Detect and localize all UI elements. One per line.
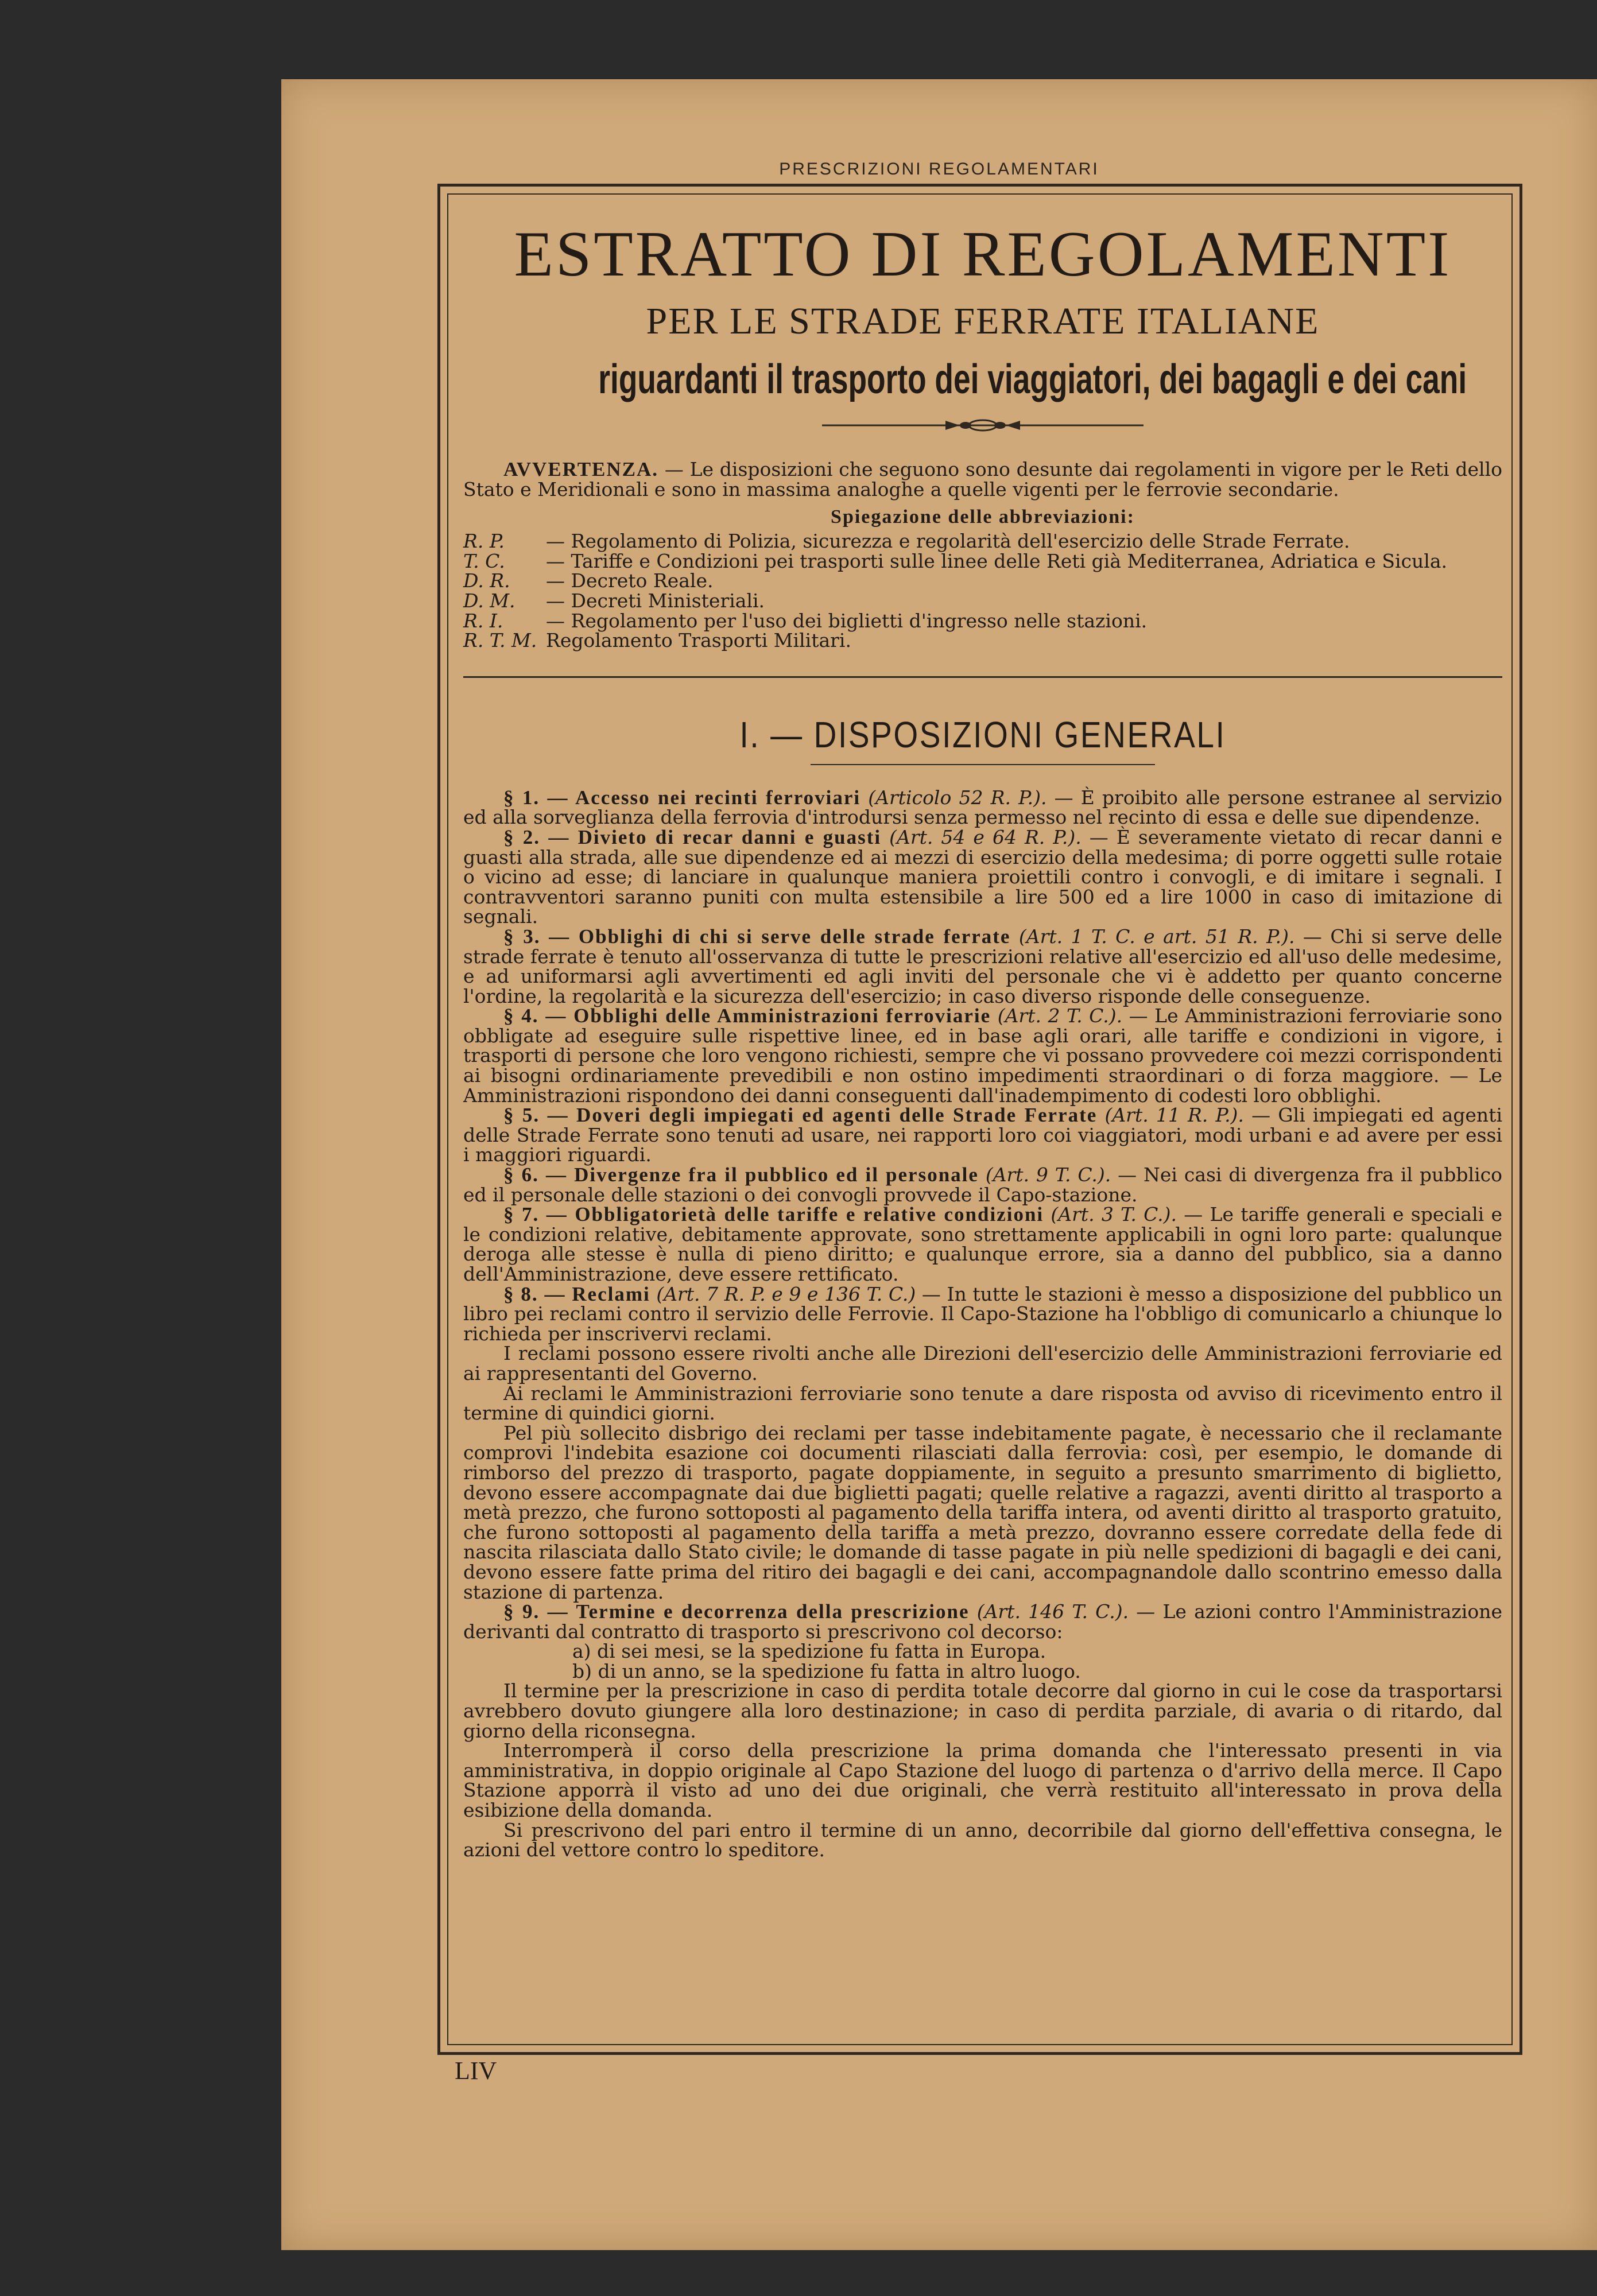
abbreviation-item — [463, 549, 1502, 572]
page-number: LIV — [455, 2057, 497, 2085]
abbreviation-item — [463, 571, 1502, 591]
sublist-item: b) di un anno, se la spedizione fu fatta in altro luogo. — [572, 1659, 1081, 1682]
article-lead: § 5. — Doveri degli impiegati ed agenti delle Strade Ferrate — [503, 1104, 1098, 1127]
document-title: ESTRATTO DI REGOLAMENTI — [514, 219, 1452, 290]
abbreviation-code: R. T. M. — [463, 629, 537, 652]
section-title-rule — [811, 764, 1155, 765]
abbreviation-text: — Regolamento per l'uso dei biglietti d'ingresso nelle stazioni. — [546, 609, 1148, 632]
article-text: I reclami possono essere rivolti anche alle Direzioni dell'esercizio delle Amministrazioni ferroviarie ed ai rappresentanti del Governo. — [463, 1342, 1502, 1384]
section-divider — [463, 676, 1502, 678]
article-lead: § 3. — Obblighi di chi si serve delle strade ferrate — [503, 925, 1011, 948]
closing-paragraphs — [463, 1681, 1502, 1860]
closing-paragraph: Il termine per la prescrizione in caso di perdita totale decorre dal giorno in cui le cose da trasportarsi avrebbero dovuto giungere alla loro destinazione; in caso di perdita parziale, di avaria o di ritardo, dal giorno della riconsegna. — [463, 1680, 1502, 1742]
article-text: — Le tariffe generali e speciali e le condizioni relative, debitamente approvate, sono strettamente applicabili in ogni loro parte: qualunque deroga alle stesse è nulla di pieno diritto; e qualunque errore, sia a danno del pubblico, sia a danno dell'Amministrazione, deve essere rettificato. — [463, 1203, 1503, 1285]
article-text: — È severamente vietato di recar danni e guasti alla strada, alle sue dipendenze ed ai mezzi di esercizio della medesima; di porre oggetti sulle rotaie o vicino ad esse; di lanciare in qualunque maniera proiettili contro i convogli, e di imitare i segnali. I contravventori saranno puniti con multa estensibile a lire 500 ed a lire 1000 in caso di imitazione di segnali. — [463, 825, 1502, 928]
article-text: — Le Amministrazioni ferroviarie sono obbligate ad eseguire sulle rispettive linee, ed in base agli orari, alle tariffe e condizioni in vigore, i trasporti di persone che loro vengono richiesti, sempre che vi possano provvedere coi mezzi corrispondenti ai bisogni ordinariamente prevedibili e non ostino impedimenti straordinari o di forza maggiore. — Le Amministrazioni rispondono dei danni conseguenti dall'inadempimento di codesti loro obblighi. — [463, 1004, 1503, 1107]
article-reference: (Art. 7 R. P. e 9 e 136 T. C.) — [650, 1282, 916, 1305]
article-paragraph — [463, 1384, 1502, 1424]
abbreviations-title: Spiegazione delle abbreviazioni: — [831, 506, 1135, 528]
abbreviation-text: — Regolamento di Polizia, sicurezza e regolarità dell'esercizio delle Strade Ferrate. — [546, 530, 1350, 553]
article-paragraph — [463, 1602, 1502, 1642]
article-paragraph — [463, 1282, 1502, 1345]
abbreviation-item — [463, 611, 1502, 631]
article-reference: (Articolo 52 R. P.). — [860, 786, 1047, 809]
article-paragraph — [463, 1205, 1502, 1284]
article-text: — Gli impiegati ed agenti delle Strade Ferrate sono tenuti ad usare, nei rapporti loro coi viaggiatori, modi urbani e ad avere per essi i maggiori riguardi. — [463, 1104, 1503, 1166]
abbreviation-text: — Tariffe e Condizioni pei trasporti sulle linee delle Reti già Mediterranea, Adriatica e Sicula. — [546, 549, 1448, 572]
section-title: I. — DISPOSIZIONI GENERALI — [739, 713, 1226, 755]
abbreviation-item — [463, 532, 1502, 552]
page-sheet — [281, 79, 1597, 2250]
closing-paragraph: Si prescrivono del pari entro il termine di un anno, decorribile dal giorno dell'effettiva consegna, le azioni del vettore contro lo speditore. — [463, 1818, 1502, 1861]
article-text: Ai reclami le Amministrazioni ferroviarie sono tenute a dare risposta od avviso di ricevimento entro il termine di quindici giorni. — [463, 1382, 1502, 1425]
article-reference: (Art. 9 T. C.). — [978, 1163, 1111, 1186]
article-text: — È proibito alle persone estranee al servizio ed alla sorveglianza della ferrovia d'introdursi senza permesso nel recinto di essa e delle sue dipendenze. — [463, 786, 1502, 829]
article-paragraph — [463, 1106, 1502, 1165]
article-reference: (Art. 11 R. P.). — [1097, 1104, 1244, 1127]
document-subtitle: PER LE STRADE FERRATE ITALIANE — [646, 300, 1320, 342]
article-paragraph — [463, 1344, 1502, 1383]
article-reference: (Art. 1 T. C. e art. 51 R. P.). — [1010, 925, 1295, 948]
abbreviation-text: — Decreti Ministeriali. — [546, 589, 765, 612]
article-text: — Le azioni contro l'Amministrazione derivanti dal contratto di trasporto si prescrivono col decorso: — [463, 1600, 1502, 1643]
running-head: PRESCRIZIONI REGOLAMENTARI — [779, 160, 1099, 179]
abbreviations-list — [463, 532, 1502, 651]
sublist-item: a) di sei mesi, se la spedizione fu fatta in Europa. — [572, 1640, 1046, 1663]
page-content — [463, 190, 1502, 1860]
article-lead: § 7. — Obbligatorietà delle tariffe e relative condizioni — [503, 1203, 1044, 1226]
abbreviation-code: D. R. — [463, 569, 510, 592]
article-paragraph — [463, 1006, 1502, 1106]
article-lead: § 9. — Termine e decorrenza della prescrizione — [503, 1600, 970, 1623]
article-paragraph — [463, 788, 1502, 828]
article-paragraph — [463, 1165, 1502, 1205]
article-paragraph — [463, 927, 1502, 1006]
abbreviation-code: D. M. — [463, 589, 515, 612]
article-text: — Nei casi di divergenza fra il pubblico ed il personale delle stazioni o dei convogli provvede il Capo-stazione. — [463, 1163, 1502, 1206]
article-paragraph — [463, 825, 1502, 928]
abbreviation-code: R. I. — [463, 609, 503, 632]
document-tagline: riguardanti il trasporto dei viaggiatori, dei bagagli e dei cani — [598, 356, 1467, 402]
article-paragraph — [463, 1421, 1502, 1603]
article-reference: (Art. 146 T. C.). — [969, 1600, 1129, 1623]
abbreviation-item — [463, 631, 1502, 651]
content-frame — [437, 184, 1522, 2055]
article-list — [463, 788, 1502, 1642]
article-lead: § 2. — Divieto di recar danni e guasti — [503, 825, 882, 848]
avvertenza-paragraph — [463, 460, 1502, 499]
article-reference: (Art. 2 T. C.). — [991, 1004, 1123, 1027]
article-lead: § 6. — Divergenze fra il pubblico ed il personale — [503, 1163, 979, 1186]
abbreviation-code: T. C. — [463, 549, 505, 572]
closing-paragraph: Interromperà il corso della prescrizione la prima domanda che l'interessato presenti in via amministrativa, in doppio originale al Capo Stazione del luogo di partenza o d'arrivo della merce. Il Capo Stazione apporrà il visto ad uno dei due originali, che verrà restituito all'interessato in prova della esibizione della domanda. — [463, 1739, 1502, 1822]
article-text: — Chi si serve delle strade ferrate è tenuto all'osservanza di tutte le prescrizioni relative all'esercizio ed all'uso delle medesime, e ad uniformarsi agli avvertimenti ed agli inviti del personale che vi è addetto per quanto concerne l'ordine, la regolarità e la sicurezza dell'esercizio; in caso diverso risponde delle conseguenze. — [463, 925, 1502, 1007]
article-reference: (Art. 3 T. C.). — [1044, 1203, 1177, 1226]
avvertenza-text: — Le disposizioni che seguono sono desunte dai regolamenti in vigore per le Reti dello Stato e Meridionali e sono in massima analoghe a quelle vigenti per le ferrovie secondarie. — [463, 458, 1502, 501]
abbreviation-code: R. P. — [463, 530, 505, 553]
article-reference: (Art. 54 e 64 R. P.). — [881, 825, 1082, 848]
article-lead: § 4. — Obblighi delle Amministrazioni ferroviarie — [503, 1004, 991, 1027]
article-text: Pel più sollecito disbrigo dei reclami per tasse indebitamente pagate, è necessario che il reclamante comprovi l'indebita esazione coi documenti rilasciati dalla ferrovia: così, per esempio, le domande di rimborso del prezzo di trasporto, pagate doppiamente, in seguito a presunto smarrimento di biglietto, devono essere accompagnate dai due biglietti pagati; quelle relative a ragazzi, aventi diritto al trasporto a metà prezzo, che furono sottoposti al pagamento della tariffa intera, od aventi diritto al trasporto gratuito, che furono sottoposti al pagamento della tariffa a metà prezzo, dovranno essere corredate della fede di nascita rilasciata dallo Stato civile; le domande di tasse pagate in più nelle spedizioni di bagagli e dei cani, devono essere fatte prima del ritiro dei bagagli e dei cani, accompagnandole dallo scontrino emesso dalla stazione di partenza. — [463, 1421, 1502, 1603]
prescription-sublist — [463, 1642, 1502, 1681]
article-text: — In tutte le stazioni è messo a disposizione del pubblico un libro pei reclami contro il servizio delle Ferrovie. Il Capo-Stazione ha l'obbligo di comunicarlo a chiunque lo richieda per inscrivervi reclami. — [463, 1282, 1502, 1345]
abbreviation-text: Regolamento Trasporti Militari. — [546, 629, 851, 652]
abbreviation-text: — Decreto Reale. — [546, 569, 714, 592]
ornament-divider-icon — [822, 414, 1144, 437]
article-lead: § 1. — Accesso nei recinti ferroviari — [503, 786, 861, 809]
article-lead: § 8. — Reclami — [503, 1282, 650, 1305]
abbreviation-item — [463, 591, 1502, 611]
avvertenza-lead: AVVERTENZA. — [503, 458, 659, 480]
